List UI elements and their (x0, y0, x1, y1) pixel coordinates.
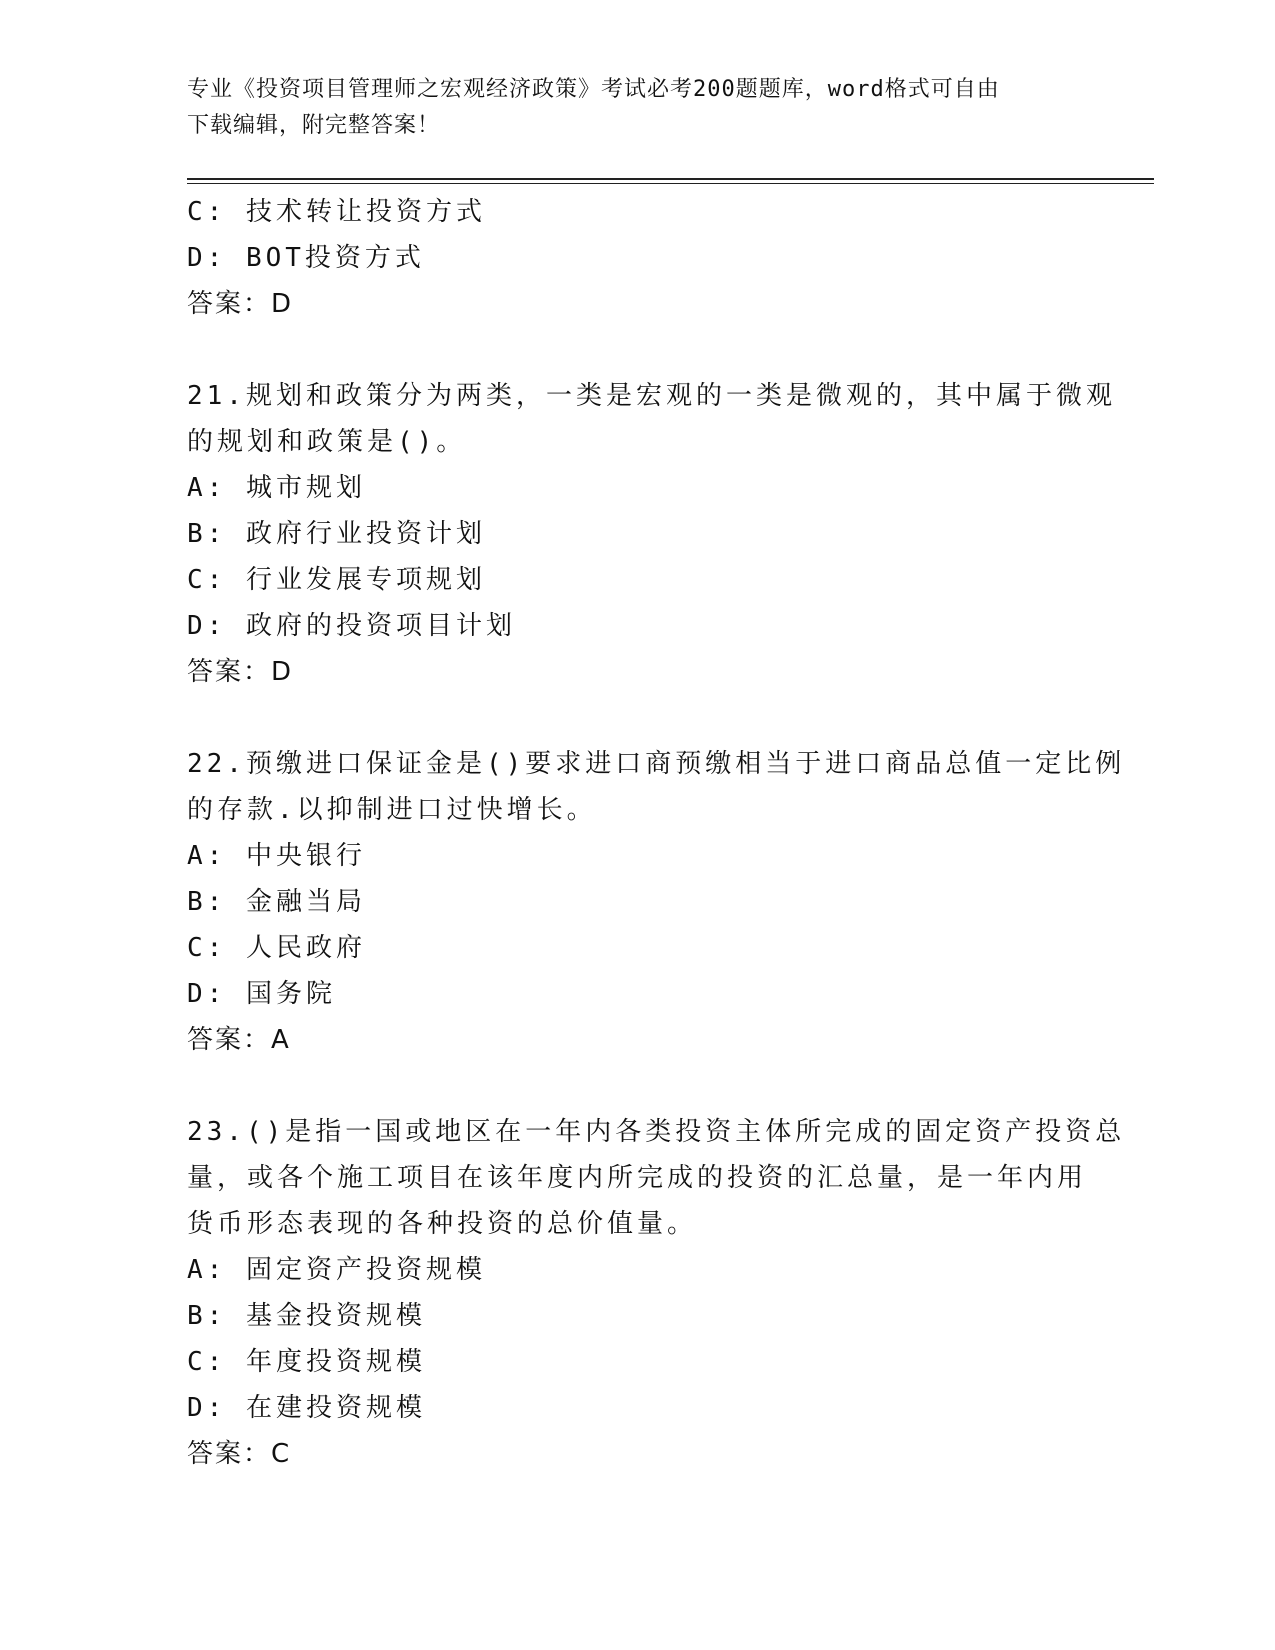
question-23 (187, 1109, 1126, 1477)
question-21 (187, 373, 1116, 695)
question-text: 的存款.以抑制进口过快增长。 (187, 795, 597, 825)
answer-line: 答案：C (187, 1439, 292, 1469)
document-header (187, 72, 1087, 144)
header-line-2: 下载编辑，附完整答案！ (187, 113, 441, 138)
question-list (187, 189, 1126, 1477)
answer-line: 答案：A (187, 1025, 291, 1055)
option-c: C: 人民政府 (187, 933, 366, 963)
option-d: D: 在建投资规模 (187, 1393, 426, 1423)
question-text: 21.规划和政策分为两类，一类是宏观的一类是微观的，其中属于微观 (187, 381, 1116, 411)
question-text: 23.()是指一国或地区在一年内各类投资主体所完成的固定资产投资总 (187, 1117, 1126, 1147)
option-d: D: 国务院 (187, 979, 336, 1009)
option-b: B: 基金投资规模 (187, 1301, 426, 1331)
answer-line: 答案：D (187, 657, 294, 687)
option-b: B: 政府行业投资计划 (187, 519, 486, 549)
spacer (187, 327, 1087, 373)
option-c: C: 技术转让投资方式 (187, 197, 486, 227)
spacer (187, 695, 1087, 741)
spacer (187, 1063, 1087, 1109)
option-c: C: 年度投资规模 (187, 1347, 426, 1377)
question-text: 22.预缴进口保证金是()要求进口商预缴相当于进口商品总值一定比例 (187, 749, 1126, 779)
header-line-1: 专业《投资项目管理师之宏观经济政策》考试必考200题题库，word格式可自由 (187, 77, 1000, 102)
question-22 (187, 741, 1126, 1063)
option-a: A: 中央银行 (187, 841, 366, 871)
question-text: 量，或各个施工项目在该年度内所完成的投资的汇总量，是一年内用 (187, 1163, 1088, 1193)
option-c: C: 行业发展专项规划 (187, 565, 486, 595)
option-d: D: BOT投资方式 (187, 243, 425, 273)
option-a: A: 固定资产投资规模 (187, 1255, 486, 1285)
question-text: 的规划和政策是()。 (187, 427, 467, 457)
question-20-tail (187, 189, 1087, 327)
header-divider-thin (187, 183, 1154, 184)
question-text: 货币形态表现的各种投资的总价值量。 (187, 1209, 698, 1239)
option-a: A: 城市规划 (187, 473, 366, 503)
header-divider-thick (187, 178, 1154, 180)
option-b: B: 金融当局 (187, 887, 366, 917)
option-d: D: 政府的投资项目计划 (187, 611, 516, 641)
answer-line: 答案：D (187, 289, 294, 319)
